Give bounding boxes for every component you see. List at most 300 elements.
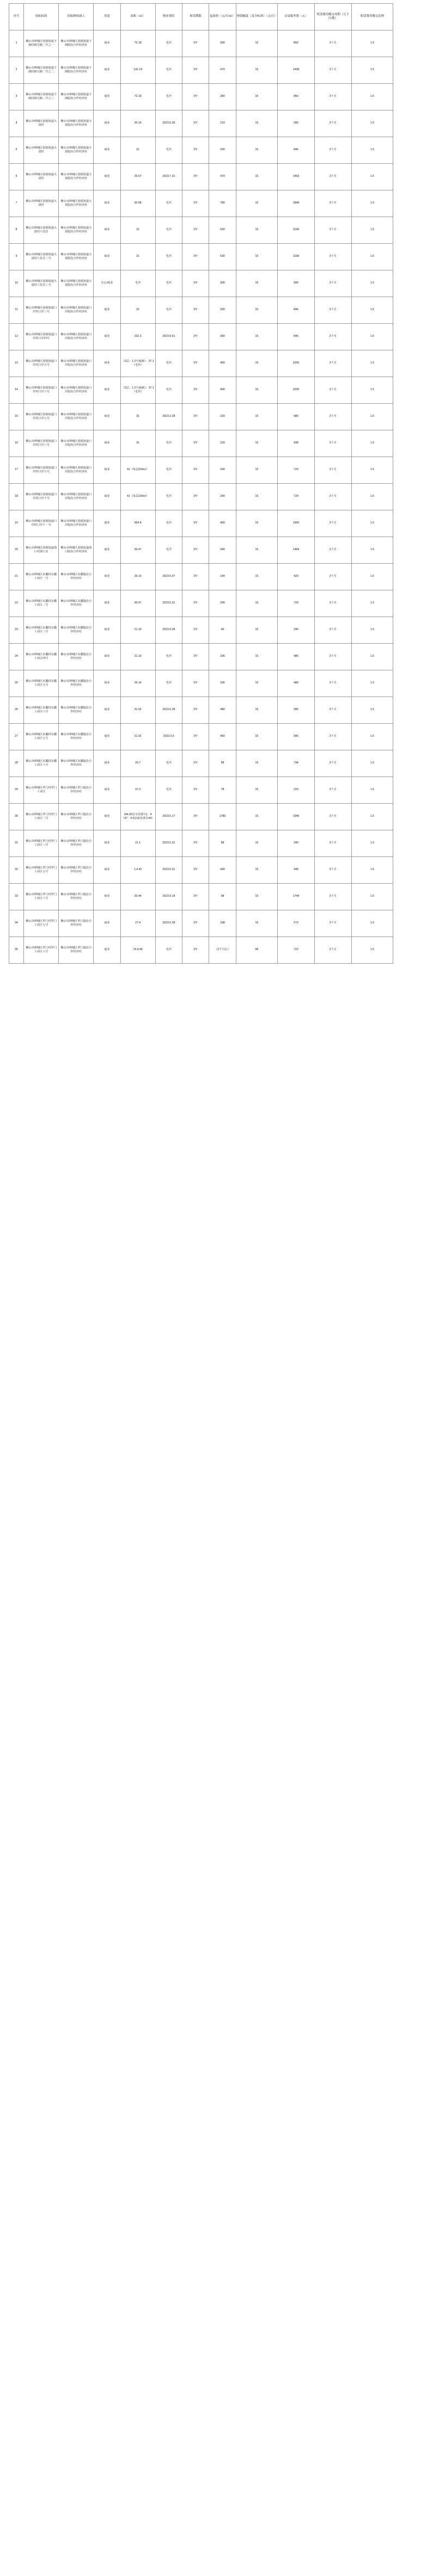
cell-mianji: 72.18 (120, 84, 155, 110)
cell-yongtu: 商业 (94, 777, 120, 804)
table-row (9, 190, 430, 217)
cell-quanshu: 佛山市禅城区张槎街道口岸股份合作经济社 (59, 404, 94, 430)
cell-yongtu: 商业 (94, 350, 120, 377)
cell-quanshu: 佛山市禅城区罗门股份合作经济社 (59, 910, 94, 937)
cell-wuye: 2023.5.5 (155, 724, 182, 750)
cell-zulin: 3年 (182, 724, 209, 750)
cell-wuye: 毛坯 (155, 270, 182, 297)
cell-no: 34 (9, 910, 24, 937)
cell-zengzhi: 15 (236, 110, 277, 137)
cell-wuye: 毛坯 (155, 457, 182, 484)
cell-zengzhi: 15 (236, 164, 277, 190)
cell-bili: 1.5 (351, 84, 393, 110)
cell-biao: 佛山市禅城区张槎街道大富村六星首三号 (24, 270, 59, 297)
cell-qishi: 240 (209, 457, 236, 484)
cell-qishi: 340 (209, 537, 236, 564)
cell-biao: 佛山市禅城区东鄱村东鄱工业区五号 (24, 670, 59, 697)
cell-zengzhi: 15 (236, 830, 277, 857)
cell-wuye: 毛坯 (155, 644, 182, 670)
cell-yongtu: 商业 (94, 644, 120, 670)
cell-quanshu: 佛山市禅城区张槎街道口岸股份合作经济社 (59, 324, 94, 350)
table-row (9, 937, 430, 964)
cell-biao: 佛山市禅城区张槎街道大富村 (24, 164, 59, 190)
cell-no: 30 (9, 804, 24, 830)
cell-qishi: 280 (209, 30, 236, 57)
cell-mianji: (44.02层专用部分)：4（47：4.5层商业部分44） (120, 804, 155, 830)
cell-yongtu: 商业 (94, 244, 120, 270)
cell-yongtu: 商业 (94, 830, 120, 857)
cell-wuye: 2023.9.18 (155, 884, 182, 910)
cell-qishi: 300 (209, 270, 236, 297)
cell-bili: 1.5 (351, 404, 393, 430)
header-cell-biao: 招标标的 (24, 4, 59, 30)
cell-no: 15 (9, 404, 24, 430)
cell-yongtu: 商业 (94, 697, 120, 724)
table-row (9, 750, 430, 777)
cell-bili: 1.5 (351, 884, 393, 910)
cell-zulin: 3年 (182, 190, 209, 217)
cell-zengzhi: 15 (236, 510, 277, 537)
cell-mianji: （2层：1.2号商铺）：37.1（毛坯） (120, 377, 155, 404)
cell-wuye: 2023.5.07 (155, 564, 182, 590)
table-row (9, 617, 430, 644)
cell-yongtu: 商业 (94, 590, 120, 617)
table-row (9, 457, 430, 484)
cell-zhouqi: 3个月 (314, 164, 351, 190)
cell-quanshu: 佛山市禅城区张槎街道大富股份合作经济社 (59, 244, 94, 270)
cell-biao: 佛山市禅城区张槎街道下朗村朗宝路二号之二 (24, 57, 59, 84)
cell-yongtu: 商业 (94, 430, 120, 457)
cell-bili: 1.5 (351, 564, 393, 590)
table-row (9, 84, 430, 110)
cell-zengzhi: 15 (236, 537, 277, 564)
cell-mianji: 27.4 (120, 910, 155, 937)
cell-quanshu: 佛山市禅城区张槎街道口岸股份合作经济社 (59, 430, 94, 457)
cell-mianji: 60.68 (120, 190, 155, 217)
cell-zhouqi: 3个月 (314, 297, 351, 324)
cell-zhouqi: 3个月 (314, 777, 351, 804)
header-cell-fuwu: 交易服务费（元） (278, 4, 315, 30)
cell-zulin: 3年 (182, 910, 209, 937)
cell-zengzhi: 15 (236, 457, 277, 484)
cell-zhouqi: 3个月 (314, 590, 351, 617)
cell-wuye: 2023.5.30 (155, 110, 182, 137)
cell-bili: 1.5 (351, 617, 393, 644)
cell-fuwu: 486 (278, 644, 315, 670)
header-cell-zengzhi: 增值幅度（及分标准）（元/月） (236, 4, 277, 30)
cell-zhouqi: 3个月 (314, 377, 351, 404)
cell-quanshu: 佛山市禅城区张槎街道大富股份合作经济社 (59, 217, 94, 244)
cell-no: 13 (9, 350, 24, 377)
cell-qishi: 530 (209, 244, 236, 270)
cell-fuwu: 2200 (278, 377, 315, 404)
cell-no: 22 (9, 590, 24, 617)
cell-mianji: 31 (120, 297, 155, 324)
cell-yongtu: 商业 (94, 57, 120, 84)
cell-wuye: 2023.5.31 (155, 830, 182, 857)
cell-zulin: 3年 (182, 937, 209, 964)
cell-no: 23 (9, 617, 24, 644)
cell-zhouqi: 3个月 (314, 324, 351, 350)
cell-zulin: 3年 (182, 617, 209, 644)
cell-wuye: 毛坯 (155, 777, 182, 804)
cell-zulin: 3年 (182, 644, 209, 670)
cell-bili: 1.5 (351, 670, 393, 697)
cell-mianji: 41（每层234㎡） (120, 484, 155, 510)
cell-quanshu: 佛山市禅城区张槎街道口岸股份合作经济社 (59, 510, 94, 537)
cell-yongtu: 商业 (94, 217, 120, 244)
cell-zulin: 3年 (182, 537, 209, 564)
cell-quanshu: 佛山市禅城区张槎街道口岸股份合作经济社 (59, 350, 94, 377)
cell-zengzhi: 15 (236, 564, 277, 590)
cell-bili: 1.5 (351, 57, 393, 84)
table-row (9, 804, 430, 830)
cell-quanshu: 佛山市禅城区罗门股份合作经济社 (59, 857, 94, 884)
cell-wuye: 毛坯 (155, 484, 182, 510)
cell-zulin: 3年 (182, 777, 209, 804)
cell-wuye: 毛坯 (155, 217, 182, 244)
cell-zhouqi: 3个月 (314, 244, 351, 270)
table-row (9, 430, 430, 457)
cell-bili: 1.5 (351, 324, 393, 350)
cell-yongtu: 商业 (94, 484, 120, 510)
cell-zengzhi: 15 (236, 297, 277, 324)
cell-zhouqi: 3个月 (314, 750, 351, 777)
cell-quanshu: 佛山市禅城区东鄱股份合作经济社 (59, 564, 94, 590)
cell-qishi: 196 (209, 644, 236, 670)
cell-no: 12 (9, 324, 24, 350)
cell-zhouqi: 3个月 (314, 644, 351, 670)
cell-quanshu: 佛山市禅城区罗门股份合作经济社 (59, 777, 94, 804)
cell-biao: 佛山市禅城区张槎街道口岸村口岸七号 (24, 404, 59, 430)
table-row (9, 590, 430, 617)
cell-biao: 佛山市禅城区罗门村罗门工业区 (24, 777, 59, 804)
cell-fuwu: 734 (278, 750, 315, 777)
cell-zhouqi: 3个月 (314, 670, 351, 697)
cell-fuwu: 1168 (278, 217, 315, 244)
cell-zhouqi: 3个月 (314, 537, 351, 564)
cell-no: 9 (9, 244, 24, 270)
cell-bili: 1.5 (351, 270, 393, 297)
table-row (9, 137, 430, 164)
cell-quanshu: 佛山市禅城区东鄱股份合作经济社 (59, 670, 94, 697)
cell-zulin: 3年 (182, 457, 209, 484)
header-cell-zulin: 租赁期限 (182, 4, 209, 30)
cell-no: 5 (9, 137, 24, 164)
cell-qishi: 196 (209, 670, 236, 697)
cell-zengzhi: 15 (236, 777, 277, 804)
cell-zhouqi: 3个月 (314, 857, 351, 884)
cell-wuye: 2023.9.01 (155, 324, 182, 350)
cell-yongtu: 商业 (94, 510, 120, 537)
cell-fuwu: 1900 (278, 510, 315, 537)
cell-fuwu: 1168 (278, 244, 315, 270)
table-row (9, 830, 430, 857)
cell-zulin: 3年 (182, 57, 209, 84)
cell-mianji: 21.1 (120, 830, 155, 857)
cell-yongtu: 商业 (94, 857, 120, 884)
cell-quanshu: 佛山市禅城区东鄱股份合作经济社 (59, 644, 94, 670)
header-cell-mianji: 面积（㎡） (120, 4, 155, 30)
cell-mianji: 毛坯 (120, 270, 155, 297)
cell-no: 19 (9, 510, 24, 537)
cell-qishi: 78 (209, 777, 236, 804)
cell-biao: 佛山市禅城区张槎街道大富村六星首 (24, 217, 59, 244)
cell-zulin: 3年 (182, 244, 209, 270)
cell-qishi: 200 (209, 297, 236, 324)
cell-mianji: 664.4 (120, 510, 155, 537)
cell-qishi: 780 (209, 190, 236, 217)
cell-mianji: 66.47 (120, 590, 155, 617)
cell-quanshu: 佛山市禅城区张槎街道海口股份合作经济社 (59, 537, 94, 564)
cell-no: 24 (9, 644, 24, 670)
cell-zhouqi: 3个月 (314, 484, 351, 510)
table-row (9, 484, 430, 510)
cell-fuwu: 2200 (278, 350, 315, 377)
table-row (9, 404, 430, 430)
cell-zengzhi: 15 (236, 804, 277, 830)
table-row (9, 30, 430, 57)
cell-qishi: 210 (209, 110, 236, 137)
cell-zengzhi: 15 (236, 57, 277, 84)
table-row (9, 244, 430, 270)
cell-quanshu: 佛山市禅城区罗门股份合作经济社 (59, 830, 94, 857)
cell-qishi: 440 (209, 857, 236, 884)
cell-qishi: 40 (209, 617, 236, 644)
cell-zhouqi: 3个月 (314, 510, 351, 537)
cell-fuwu: 220 (278, 777, 315, 804)
cell-zhouqi: 3个月 (314, 404, 351, 430)
cell-zulin: 3年 (182, 884, 209, 910)
cell-no: 33 (9, 884, 24, 910)
cell-biao: 佛山市禅城区张槎街道下朗村朗宝路二号之三 (24, 84, 59, 110)
cell-zulin: 3年 (182, 377, 209, 404)
cell-quanshu: 佛山市禅城区东鄱股份合作经济社 (59, 750, 94, 777)
cell-zulin: 3年 (182, 110, 209, 137)
cell-fuwu: 856 (278, 30, 315, 57)
cell-yongtu: 商业 (94, 804, 120, 830)
cell-qishi: （2个月后） (209, 937, 236, 964)
cell-bili: 1.5 (351, 537, 393, 564)
cell-zhouqi: 3个月 (314, 270, 351, 297)
cell-yongtu: 商业 (94, 537, 120, 564)
cell-zhouqi: 3个月 (314, 110, 351, 137)
cell-wuye: 毛坯 (155, 84, 182, 110)
cell-zhouqi: 3个月 (314, 830, 351, 857)
header-cell-bili: 租赁费用缴交比例 (351, 4, 393, 30)
cell-biao: 佛山市禅城区东鄱村东鄱工业区三号 (24, 617, 59, 644)
table-row (9, 857, 430, 884)
cell-no: 27 (9, 724, 24, 750)
cell-fuwu: 420 (278, 564, 315, 590)
table-header-row (9, 4, 430, 30)
cell-biao: 佛山市禅城区张槎街道口岸村口岸九号 (24, 457, 59, 484)
cell-zulin: 3年 (182, 164, 209, 190)
cell-no: 2 (9, 57, 24, 84)
cell-yongtu: 商业 (94, 30, 120, 57)
cell-fuwu: 995 (278, 697, 315, 724)
cell-mianji: 41（每层234㎡） (120, 457, 155, 484)
cell-wuye: 2023.5.31 (155, 590, 182, 617)
cell-fuwu: 722 (278, 937, 315, 964)
cell-no: 3 (9, 84, 24, 110)
cell-zengzhi: 15 (236, 670, 277, 697)
cell-zhouqi: 3个月 (314, 84, 351, 110)
cell-bili: 1.5 (351, 430, 393, 457)
cell-fuwu: 273 (278, 910, 315, 937)
header-cell-zhouqi: 租赁费用缴交周期（几个月/期） (314, 4, 351, 30)
cell-bili: 1.5 (351, 137, 393, 164)
cell-fuwu: 980 (278, 404, 315, 430)
cell-no: 14 (9, 377, 24, 404)
cell-yongtu: 商业 (94, 617, 120, 644)
cell-bili: 1.5 (351, 697, 393, 724)
table-row (9, 644, 430, 670)
table-row (9, 884, 430, 910)
cell-qishi: 530 (209, 217, 236, 244)
cell-wuye: 毛坯 (155, 377, 182, 404)
cell-no: 18 (9, 484, 24, 510)
cell-zulin: 3年 (182, 510, 209, 537)
cell-fuwu: 846 (278, 324, 315, 350)
cell-mianji: 97.3 (120, 777, 155, 804)
cell-mianji: 26.7 (120, 750, 155, 777)
cell-mianji: 21.19 (120, 617, 155, 644)
cell-quanshu: 佛山市禅城区张槎街道口岸股份合作经济社 (59, 297, 94, 324)
cell-fuwu: 1438 (278, 57, 315, 84)
cell-yongtu: 商业 (94, 564, 120, 590)
cell-yongtu: 商业 (94, 190, 120, 217)
cell-fuwu: 1744 (278, 884, 315, 910)
cell-zengzhi: 15 (236, 724, 277, 750)
cell-zhouqi: 3个月 (314, 617, 351, 644)
cell-wuye: 毛坯 (155, 937, 182, 964)
cell-qishi: 240 (209, 484, 236, 510)
cell-bili: 1.5 (351, 377, 393, 404)
table-row (9, 910, 430, 937)
cell-biao: 佛山市禅城区张槎街道大富村 (24, 110, 59, 137)
cell-biao: 佛山市禅城区东鄱村东鄱工业区八号 (24, 750, 59, 777)
cell-fuwu: 1846 (278, 190, 315, 217)
cell-zengzhi: 15 (236, 244, 277, 270)
cell-fuwu: 720 (278, 457, 315, 484)
cell-no: 7 (9, 190, 24, 217)
cell-zengzhi: 15 (236, 484, 277, 510)
cell-no: 35 (9, 937, 24, 964)
cell-wuye: 毛坯 (155, 57, 182, 84)
cell-biao: 佛山市禅城区张槎街道大富村 (24, 190, 59, 217)
cell-fuwu: 720 (278, 484, 315, 510)
cell-fuwu: 995 (278, 110, 315, 137)
table-row (9, 724, 430, 750)
cell-quanshu: 佛山市禅城区张槎街道大富股份合作经济社 (59, 164, 94, 190)
table-row (9, 697, 430, 724)
cell-qishi: 400 (209, 350, 236, 377)
cell-bili: 1.5 (351, 777, 393, 804)
cell-zulin: 3年 (182, 30, 209, 57)
cell-bili: 1.5 (351, 457, 393, 484)
cell-qishi: 1780 (209, 804, 236, 830)
cell-biao: 佛山市禅城区张槎街道海口村海口北 (24, 537, 59, 564)
cell-zulin: 3年 (182, 857, 209, 884)
cell-mianji: 141.19 (120, 57, 155, 84)
cell-zulin: 3年 (182, 590, 209, 617)
cell-quanshu: 佛山市禅城区张槎街道下朗股份合作经济社 (59, 57, 94, 84)
cell-zulin: 3年 (182, 830, 209, 857)
cell-zengzhi: 15 (236, 644, 277, 670)
cell-bili: 1.5 (351, 590, 393, 617)
cell-qishi: 280 (209, 84, 236, 110)
cell-bili: 1.5 (351, 644, 393, 670)
cell-quanshu: 佛山市禅城区张槎街道口岸股份合作经济社 (59, 484, 94, 510)
cell-no: 16 (9, 430, 24, 457)
table-row (9, 670, 430, 697)
table-row (9, 350, 430, 377)
cell-zhouqi: 3个月 (314, 564, 351, 590)
cell-wuye: 毛坯 (155, 297, 182, 324)
lease-listing-table (9, 3, 430, 964)
cell-mianji: 26.67 (120, 164, 155, 190)
cell-zhouqi: 3个月 (314, 430, 351, 457)
cell-no: 6 (9, 164, 24, 190)
cell-biao: 佛山市禅城区罗门村罗门工业区七号 (24, 910, 59, 937)
cell-yongtu: 商业 (94, 324, 120, 350)
cell-zengzhi: 15 (236, 430, 277, 457)
cell-fuwu: 846 (278, 137, 315, 164)
cell-mianji: 21 (120, 217, 155, 244)
cell-zengzhi: 15 (236, 350, 277, 377)
cell-zulin: 3年 (182, 564, 209, 590)
cell-wuye: 2023.2.28 (155, 404, 182, 430)
cell-qishi: 98 (209, 884, 236, 910)
table-row (9, 564, 430, 590)
cell-biao: 佛山市禅城区张槎街道口岸村口岸十一号 (24, 510, 59, 537)
cell-yongtu: 商业 (94, 137, 120, 164)
cell-quanshu: 佛山市禅城区罗门股份合作经济社 (59, 884, 94, 910)
table-row (9, 777, 430, 804)
cell-zengzhi: 15 (236, 750, 277, 777)
cell-fuwu: 240 (278, 830, 315, 857)
cell-no: 17 (9, 457, 24, 484)
cell-wuye: 2023.5.31 (155, 857, 182, 884)
cell-qishi: 470 (209, 57, 236, 84)
cell-zulin: 3年 (182, 84, 209, 110)
cell-mianji: 21 (120, 244, 155, 270)
cell-bili: 1.5 (351, 724, 393, 750)
cell-zulin: 3年 (182, 430, 209, 457)
cell-mianji: 31 (120, 430, 155, 457)
cell-no: 29 (9, 777, 24, 804)
cell-wuye: 毛坯 (155, 670, 182, 697)
cell-zulin: 3年 (182, 297, 209, 324)
table-row (9, 297, 430, 324)
cell-yongtu: 商业 (94, 910, 120, 937)
cell-no: 26 (9, 697, 24, 724)
cell-bili: 1.5 (351, 910, 393, 937)
cell-wuye: 毛坯 (155, 510, 182, 537)
cell-zhouqi: 3个月 (314, 884, 351, 910)
cell-bili: 1.5 (351, 830, 393, 857)
cell-qishi: 98 (209, 830, 236, 857)
cell-no: 4 (9, 110, 24, 137)
cell-fuwu: 846 (278, 297, 315, 324)
cell-biao: 佛山市禅城区张槎街道口岸村口岸八号 (24, 430, 59, 457)
cell-zhouqi: 3个月 (314, 190, 351, 217)
cell-biao: 佛山市禅城区张槎街道大富村六星首二号 (24, 244, 59, 270)
cell-mianji: 20.44 (120, 884, 155, 910)
cell-no: 10 (9, 270, 24, 297)
cell-qishi: 98 (209, 750, 236, 777)
